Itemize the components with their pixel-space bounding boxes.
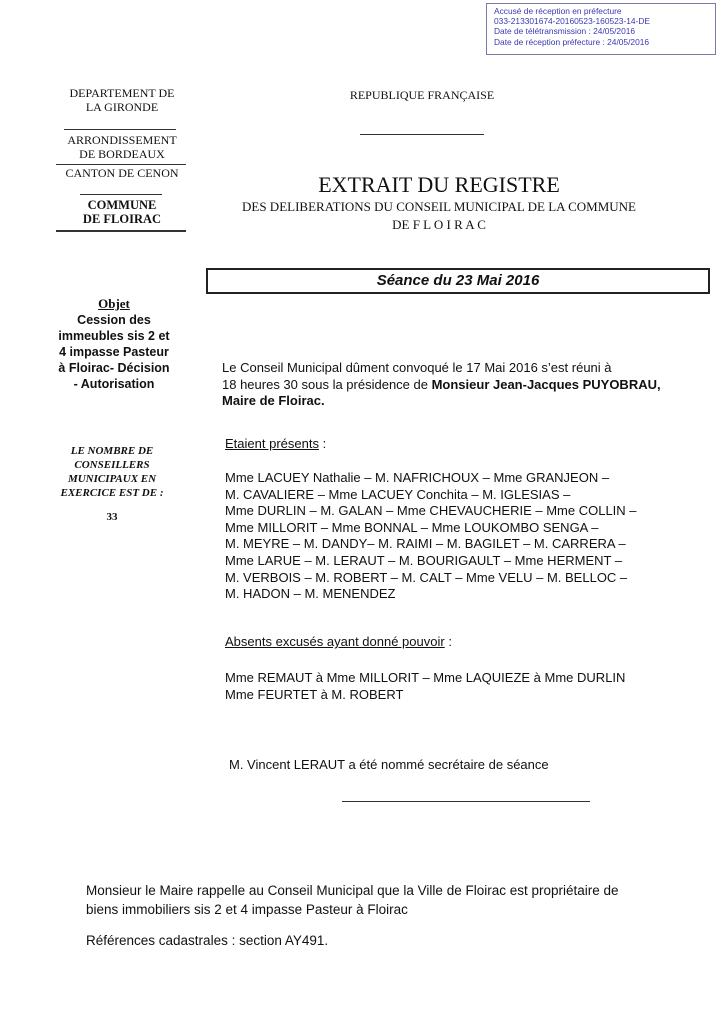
closing-line-2: biens immobiliers sis 2 et 4 impasse Pasteur à Floirac bbox=[86, 902, 408, 917]
convocation-line-1: Le Conseil Municipal dûment convoqué le 17 Mai 2016 s’est réuni à bbox=[222, 360, 612, 375]
seance-box bbox=[206, 268, 710, 294]
divider bbox=[56, 230, 186, 232]
convocation-paragraph bbox=[222, 360, 702, 410]
presents-list bbox=[225, 470, 705, 603]
council-count-line: LE NOMBRE DE bbox=[70, 445, 154, 457]
republic-label: REPUBLIQUE FRANÇAISE bbox=[349, 88, 495, 102]
divider bbox=[342, 801, 590, 802]
divider bbox=[64, 129, 176, 130]
department-line-1: DEPARTEMENT DE bbox=[69, 86, 175, 100]
arrondissement-line-2: DE BORDEAUX bbox=[79, 147, 165, 161]
convocation-line-2 bbox=[222, 377, 702, 394]
absents-line: Mme FEURTET à M. ROBERT bbox=[225, 686, 404, 702]
divider bbox=[56, 164, 186, 165]
objet-block bbox=[46, 296, 182, 392]
president-name: Monsieur Jean-Jacques PUYOBRAU, bbox=[431, 376, 661, 392]
stamp-line-1: Accusé de réception en préfecture bbox=[494, 6, 622, 16]
prefecture-receipt-stamp bbox=[486, 3, 716, 55]
stamp-line-2: 033-213301674-20160523-160523-14-DE bbox=[494, 16, 650, 27]
subtitle-line-2: DE F L O I R A C bbox=[392, 217, 486, 232]
stamp-line-4: Date de réception préfecture : 24/05/2016 bbox=[494, 36, 650, 47]
arrondissement-block bbox=[52, 133, 192, 161]
absents-colon: : bbox=[444, 634, 452, 649]
cadastral-reference: Références cadastrales : section AY491. bbox=[86, 933, 329, 948]
absents-heading bbox=[225, 634, 705, 651]
objet-label: Objet bbox=[98, 296, 130, 311]
council-count-value: 33 bbox=[106, 511, 118, 523]
absents-line: Mme REMAUT à Mme MILLORIT – Mme LAQUIEZE à Mme DURLIN bbox=[225, 670, 626, 685]
page-subtitle bbox=[210, 198, 668, 234]
commune-line-2: DE FLOIRAC bbox=[82, 212, 162, 226]
page-title: EXTRAIT DU REGISTRE bbox=[318, 172, 560, 197]
department-line-2: LA GIRONDE bbox=[85, 100, 159, 114]
absents-list bbox=[225, 670, 705, 703]
absents-label: Absents excusés ayant donné pouvoir bbox=[225, 634, 445, 649]
divider bbox=[360, 134, 484, 135]
subtitle-line-1: DES DELIBERATIONS DU CONSEIL MUNICIPAL DE LA COMMUNE bbox=[242, 199, 636, 214]
objet-line: 4 impasse Pasteur bbox=[59, 345, 169, 359]
stamp-line-3: Date de télétransmission : 24/05/2016 bbox=[494, 26, 636, 37]
objet-line: immeubles sis 2 et bbox=[58, 329, 170, 343]
convocation-line-2-text: 18 heures 30 sous la présidence de bbox=[222, 376, 432, 392]
objet-line: Cession des bbox=[77, 313, 151, 327]
seance-date: Séance du 23 Mai 2016 bbox=[376, 272, 540, 289]
presents-colon: : bbox=[318, 436, 327, 451]
council-count-line: CONSEILLERS bbox=[74, 459, 150, 471]
presents-line: M. MEYRE – M. DANDY– M. RAIMI – M. BAGILET – M. CARRERA – bbox=[225, 536, 626, 552]
council-count-line: MUNICIPAUX EN bbox=[67, 473, 157, 485]
presents-heading bbox=[225, 436, 705, 453]
council-count-block bbox=[46, 444, 178, 524]
presents-label: Etaient présents bbox=[225, 436, 319, 451]
canton-label: CANTON DE CENON bbox=[65, 166, 179, 180]
presents-line: Mme LARUE – M. LERAUT – M. BOURIGAULT – Mme HERMENT – bbox=[225, 552, 623, 568]
divider bbox=[80, 194, 162, 195]
presents-line: Mme DURLIN – M. GALAN – Mme CHEVAUCHERIE – Mme COLLIN – bbox=[225, 503, 637, 519]
closing-line-1: Monsieur le Maire rappelle au Conseil Municipal que la Ville de Floirac est propriétaire de bbox=[86, 883, 619, 898]
convocation-line-3: Maire de Floirac. bbox=[222, 393, 325, 409]
presents-line: M. CAVALIERE – Mme LACUEY Conchita – M. IGLESIAS – bbox=[225, 486, 571, 502]
presents-line: M. VERBOIS – M. ROBERT – M. CALT – Mme VELU – M. BELLOC – bbox=[225, 569, 628, 585]
closing-paragraph bbox=[86, 881, 686, 919]
secretary-line: M. Vincent LERAUT a été nommé secrétaire de séance bbox=[229, 757, 549, 772]
objet-line: à Floirac- Décision bbox=[58, 361, 170, 375]
presents-line: M. HADON – M. MENENDEZ bbox=[225, 586, 396, 602]
objet-line: - Autorisation bbox=[73, 377, 155, 391]
commune-block bbox=[52, 198, 192, 226]
department-block bbox=[52, 86, 192, 114]
arrondissement-line-1: ARRONDISSEMENT bbox=[67, 133, 177, 147]
presents-line: Mme MILLORIT – Mme BONNAL – Mme LOUKOMBO SENGA – bbox=[225, 519, 599, 535]
presents-line: Mme LACUEY Nathalie – M. NAFRICHOUX – Mme GRANJEON – bbox=[225, 470, 610, 485]
commune-line-1: COMMUNE bbox=[87, 198, 157, 212]
council-count-line: EXERCICE EST DE : bbox=[60, 487, 164, 499]
